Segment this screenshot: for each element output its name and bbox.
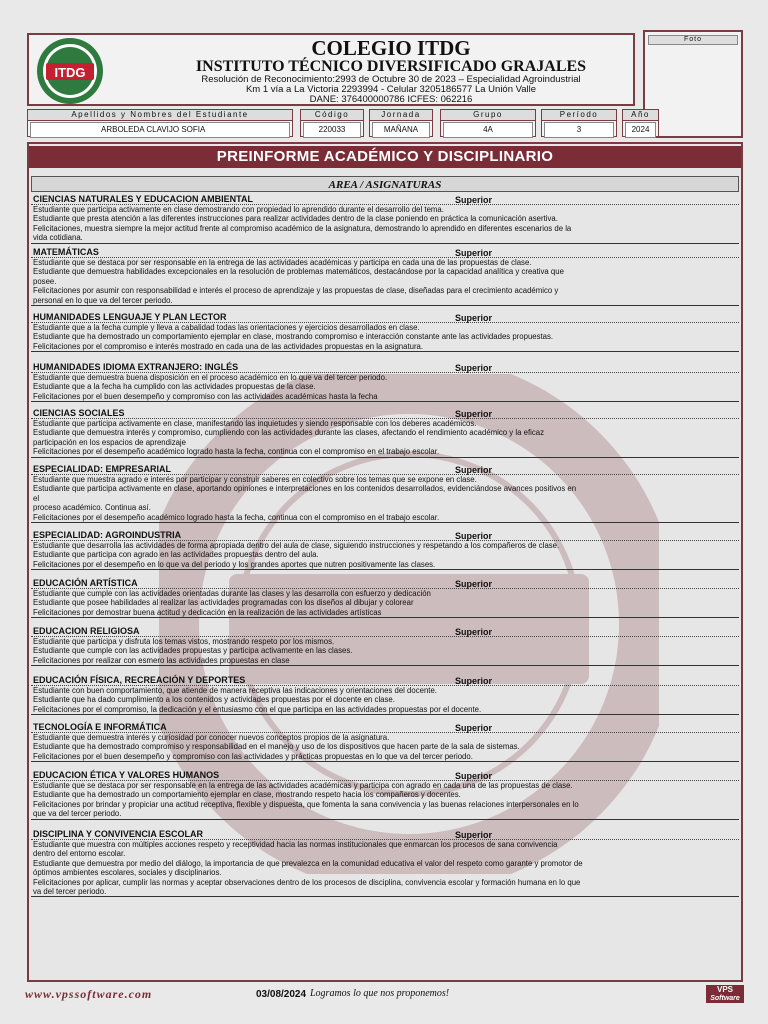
subject-name: MATEMÁTICAS: [31, 247, 739, 258]
subject-block: [31, 408, 739, 458]
address-text: Km 1 vía a La Victoria 2293994 - Celular 3205186577 La Unión Valle: [245, 84, 537, 95]
subject-grade: Superior: [455, 676, 493, 686]
subject-comment-line: Estudiante que muestra con múltiples acciones respeto y receptividad hacia las normas institucionales que enmarcan los procesos de sana convivencia: [33, 840, 558, 849]
subject-grade: Superior: [455, 248, 493, 258]
subject-block: [31, 722, 739, 762]
subject-grade: Superior: [455, 363, 493, 373]
report-frame: [27, 142, 743, 982]
subject-comment-line: Felicitaciones por el desempeño en lo que va del periodo y los grandes aportes que nutren positivamente las clases.: [33, 559, 436, 569]
subject-name: HUMANIDADES LENGUAJE Y PLAN LECTOR: [31, 312, 739, 323]
subject-comment-line: va del tercer periodo.: [33, 887, 107, 897]
code-value: 220033: [303, 122, 361, 138]
subject-comment-line: Estudiante que participa activamente en clase, aportando opiniones e interpretaciones en los contenidos desarrollados, evidenciándose avances positivos en: [33, 484, 577, 494]
subject-block: [31, 362, 739, 402]
subject-comment-line: Estudiante que demuestra interés y curiosidad por conocer nuevos conceptos propios de la asignatura.: [33, 733, 390, 742]
subject-comment-line: óptimos ambientes escolares, sociales y disciplinarios.: [33, 868, 222, 878]
subject-block: [31, 675, 739, 715]
subject-block: [31, 578, 739, 618]
group-label: Grupo: [441, 110, 535, 121]
subject-comment-line: Estudiante que participa activamente en clase demostrando con propiedad lo aprendido durante el desarrollo del tema.: [33, 205, 444, 214]
shift-label: Jornada: [370, 110, 432, 121]
subject-comment-line: Estudiante que se destaca por ser responsable en la entrega de las actividades académicas y participa con agrado en cada una de las propuestas de clase.: [33, 781, 573, 790]
subject-comment-line: Felicitaciones por el desempeño académico logrado hasta la fecha, continua con el compromiso en el trabajo escolar.: [33, 512, 440, 522]
subject-grade: Superior: [455, 627, 493, 637]
subject-comment-line: Felicitaciones por brindar y propiciar una actitud receptiva, flexible y dispuesta, que fomenta la sana convivencia y las buenas relaciones interpersonales en lo: [33, 799, 579, 809]
subject-comment-line: Felicitaciones por el buen desempeño y compromiso con las actividades académicas hasta la fecha: [33, 391, 378, 401]
subject-comment-line: Estudiante que ha demostrado un comportamiento ejemplar en clase, mostrando compromiso e interacción constante ante las actividades propuestas.: [33, 332, 554, 342]
subject-comment-line: Estudiante que participa con agrado en las actividades propuestas dentro del aula.: [33, 550, 319, 560]
subject-name: EDUCACIÓN FÍSICA, RECREACIÓN Y DEPORTES: [31, 675, 739, 686]
subject-grade: Superior: [455, 830, 493, 840]
subject-block: [31, 626, 739, 666]
subject-comment-line: Felicitaciones por el desempeño académico logrado hasta la fecha, continua con el compromiso en el trabajo escolar.: [33, 447, 440, 457]
group-box: [440, 109, 536, 137]
subject-name: ESPECIALIDAD: AGROINDUSTRIA: [31, 530, 739, 541]
subject-block: [31, 194, 739, 244]
period-label: Período: [542, 110, 616, 121]
subject-name: CIENCIAS SOCIALES: [31, 408, 739, 419]
report-title: PREINFORME ACADÉMICO Y DISCIPLINARIO: [29, 146, 741, 168]
subject-block: [31, 312, 739, 352]
subject-block: [31, 770, 739, 820]
subject-comment-line: Estudiante que participa y disfruta los temas vistos, mostrando respeto por los mismos.: [33, 637, 335, 646]
subject-grade: Superior: [455, 465, 493, 475]
institute-name: INSTITUTO TÉCNICO DIVERSIFICADO GRAJALES: [195, 58, 587, 75]
subject-comment-line: Estudiante que muestra agrado e interés por participar y construir saberes en colectivo sobre los temas que se expone en clase.: [33, 475, 477, 484]
subject-comment-line: Felicitaciones por demostrar buena actitud y dedicación en la realización de las actividades artísticas: [33, 607, 382, 617]
subject-comment-line: Felicitaciones por el buen desempeño y compromiso con las actividades y prácticas propuestas en lo que va del tercer periodo.: [33, 751, 473, 761]
subject-comment-line: Estudiante que se destaca por ser responsable en la entrega de las actividades académicas y participa en cada una de las propuestas de clase.: [33, 258, 532, 267]
subject-name: EDUCACION ÉTICA Y VALORES HUMANOS: [31, 770, 739, 781]
subject-comment-line: que va del tercer periodo.: [33, 809, 122, 819]
student-name-value: ARBOLEDA CLAVIJO SOFIA: [30, 122, 290, 138]
code-box: [300, 109, 364, 137]
subject-name: EDUCACION RELIGIOSA: [31, 626, 739, 637]
subject-comment-line: Estudiante que a la fecha cumple y lleva a cabalidad todas las orientaciones y ejercicios desarrollados en clase.: [33, 323, 420, 332]
subject-grade: Superior: [455, 531, 493, 541]
brand-name: VPS: [716, 985, 733, 994]
period-box: [541, 109, 617, 137]
resolution-text: Resolución de Reconocimiento:2993 de Octubre 30 de 2023 – Especialidad Agroindustrial: [201, 74, 581, 85]
subject-comment-line: posee.: [33, 276, 57, 286]
subject-grade: Superior: [455, 723, 493, 733]
subject-block: [31, 247, 739, 306]
subject-comment-line: Estudiante que participa activamente en clase, manifestando las inquietudes y siendo responsable con los deberes académicos.: [33, 419, 477, 428]
subject-comment-line: Estudiante que ha demostrado un comportamiento ejemplar en clase, mostrando respeto hacia los compañeros y docentes.: [33, 790, 461, 800]
subject-block: [31, 464, 739, 523]
subject-name: EDUCACIÓN ARTÍSTICA: [31, 578, 739, 589]
subject-comment-line: Felicitaciones, muestra siempre la mejor actitud frente al compromiso académico de la asignatura, demostrando lo aprendido en diferentes escenarios de la: [33, 223, 572, 233]
subject-comment-line: el: [33, 493, 40, 503]
subject-comment-line: vida cotidiana.: [33, 233, 83, 243]
subject-comment-line: participación en los espacios de aprendizaje: [33, 437, 187, 447]
subject-comment-line: Estudiante que demuestra habilidades excepcionales en la resolución de problemas matemáticos, destacándose por la capacidad analítica y creativa que: [33, 267, 564, 277]
subject-name: HUMANIDADES IDIOMA EXTRANJERO: INGLÉS: [31, 362, 739, 373]
motto-text: Logramos lo que nos proponemos!: [310, 988, 450, 999]
brand-sub: Software: [710, 995, 740, 1002]
logo-text: ITDG: [54, 65, 86, 80]
subject-comment-line: Estudiante que presta atención a las diferentes instrucciones para realizar actividades dentro de la clase poniendo en práctica la comunicación asertiva.: [33, 214, 558, 224]
subject-comment-line: Estudiante que desarrolla las actividades de forma apropiada dentro del aula de clase, siguiendo instrucciones y respetando a los compañeros de clase.: [33, 541, 560, 550]
group-value: 4A: [443, 122, 533, 138]
school-name: COLEGIO ITDG: [311, 36, 471, 60]
subject-name: DISCIPLINA Y CONVIVENCIA ESCOLAR: [31, 829, 739, 840]
area-header: AREA / ASIGNATURAS: [31, 176, 739, 192]
subject-comment-line: personal en lo que va del tercer periodo.: [33, 295, 173, 305]
subject-comment-line: Estudiante que ha demostrado compromiso y responsabilidad en el manejo y uso de los dispositivos que hacen parte de la sala de sistemas.: [33, 742, 520, 752]
website-link[interactable]: www.vpssoftware.com: [25, 987, 153, 1001]
subject-comment-line: Felicitaciones por el compromiso, la dedicación y el entusiasmo con el que participa en las actividades propuestas por el docente.: [33, 704, 482, 714]
subject-comment-line: Estudiante que demuestra interés y compromiso, cumpliendo con las actividades durante las clases, afectando el rendimiento académico y la eficaz: [33, 428, 544, 438]
subject-comment-line: Estudiante con buen comportamiento, que atiende de manera receptiva las indicaciones y orientaciones del docente.: [33, 686, 437, 695]
subject-name: TECNOLOGÍA E INFORMÁTICA: [31, 722, 739, 733]
student-name-label: Apellidos y Nombres del Estudiante: [28, 110, 292, 121]
period-value: 3: [544, 122, 614, 138]
dane-icfes-text: DANE: 376400000786 ICFES: 062216: [309, 94, 473, 105]
subject-comment-line: Estudiante que posee habilidades al realizar las actividades programadas con los diseños al dibujar y colorear: [33, 598, 414, 608]
subject-name: CIENCIAS NATURALES Y EDUCACION AMBIENTAL: [31, 194, 739, 205]
subject-grade: Superior: [455, 313, 493, 323]
subject-comment-line: Estudiante que cumple con las actividades orientadas durante las clases y las desarrolla con esfuerzo y dedicación: [33, 589, 431, 598]
subject-comment-line: Felicitaciones por realizar con esmero las actividades propuestas en clase: [33, 655, 290, 665]
subject-comment-line: Felicitaciones por asumir con responsabilidad e interés el proceso de aprendizaje y las propuestas de clase, diseñadas para el crecimiento académico y: [33, 286, 559, 296]
shift-value: MAÑANA: [372, 122, 430, 138]
subject-comment-line: Estudiante que demuestra buena disposición en el proceso académico en lo que va del tercer periodo.: [33, 373, 388, 382]
report-date: 03/08/2024: [256, 989, 307, 1000]
subject-grade: Superior: [455, 195, 493, 205]
year-box: [622, 109, 659, 137]
subject-grade: Superior: [455, 771, 493, 781]
vps-brand-logo: [706, 985, 744, 1003]
subject-comment-line: Felicitaciones por el compromiso e interés mostrado en cada una de las actividades propuestas en la asignatura.: [33, 341, 424, 351]
code-label: Código: [301, 110, 363, 121]
year-label: Año: [623, 110, 658, 121]
subject-block: [31, 829, 739, 897]
school-heading: [149, 35, 633, 105]
subject-grade: Superior: [455, 409, 493, 419]
student-name-box: [27, 109, 293, 137]
school-logo-icon: [36, 37, 104, 105]
subject-comment-line: Estudiante que cumple con las actividades propuestas y participa activamente en las clases.: [33, 646, 353, 656]
year-value: 2024: [625, 122, 656, 138]
subject-comment-line: Felicitaciones por aplicar, cumplir las normas y aceptar observaciones dentro de los procesos de disciplina, convivencia escolar y formación humana en lo que: [33, 877, 581, 887]
subject-comment-line: proceso académico. Continua así.: [33, 503, 151, 513]
subject-comment-line: Estudiante que a la fecha ha cumplido con las actividades propuestas de la clase.: [33, 382, 316, 392]
photo-label: Foto: [648, 35, 738, 45]
subject-comment-line: Estudiante que ha dado cumplimiento a los contenidos y actividades propuestas por el docente en clase.: [33, 695, 395, 705]
subject-comment-line: Estudiante que demuestra por medio del diálogo, la importancia de que prevalezca en la comunidad educativa el valor del respeto como garante y promotor de: [33, 858, 583, 868]
subject-comment-line: dentro del entorno escolar.: [33, 849, 126, 859]
subject-name: ESPECIALIDAD: EMPRESARIAL: [31, 464, 739, 475]
shift-box: [369, 109, 433, 137]
subject-grade: Superior: [455, 579, 493, 589]
subject-block: [31, 530, 739, 570]
school-header: [27, 33, 635, 106]
